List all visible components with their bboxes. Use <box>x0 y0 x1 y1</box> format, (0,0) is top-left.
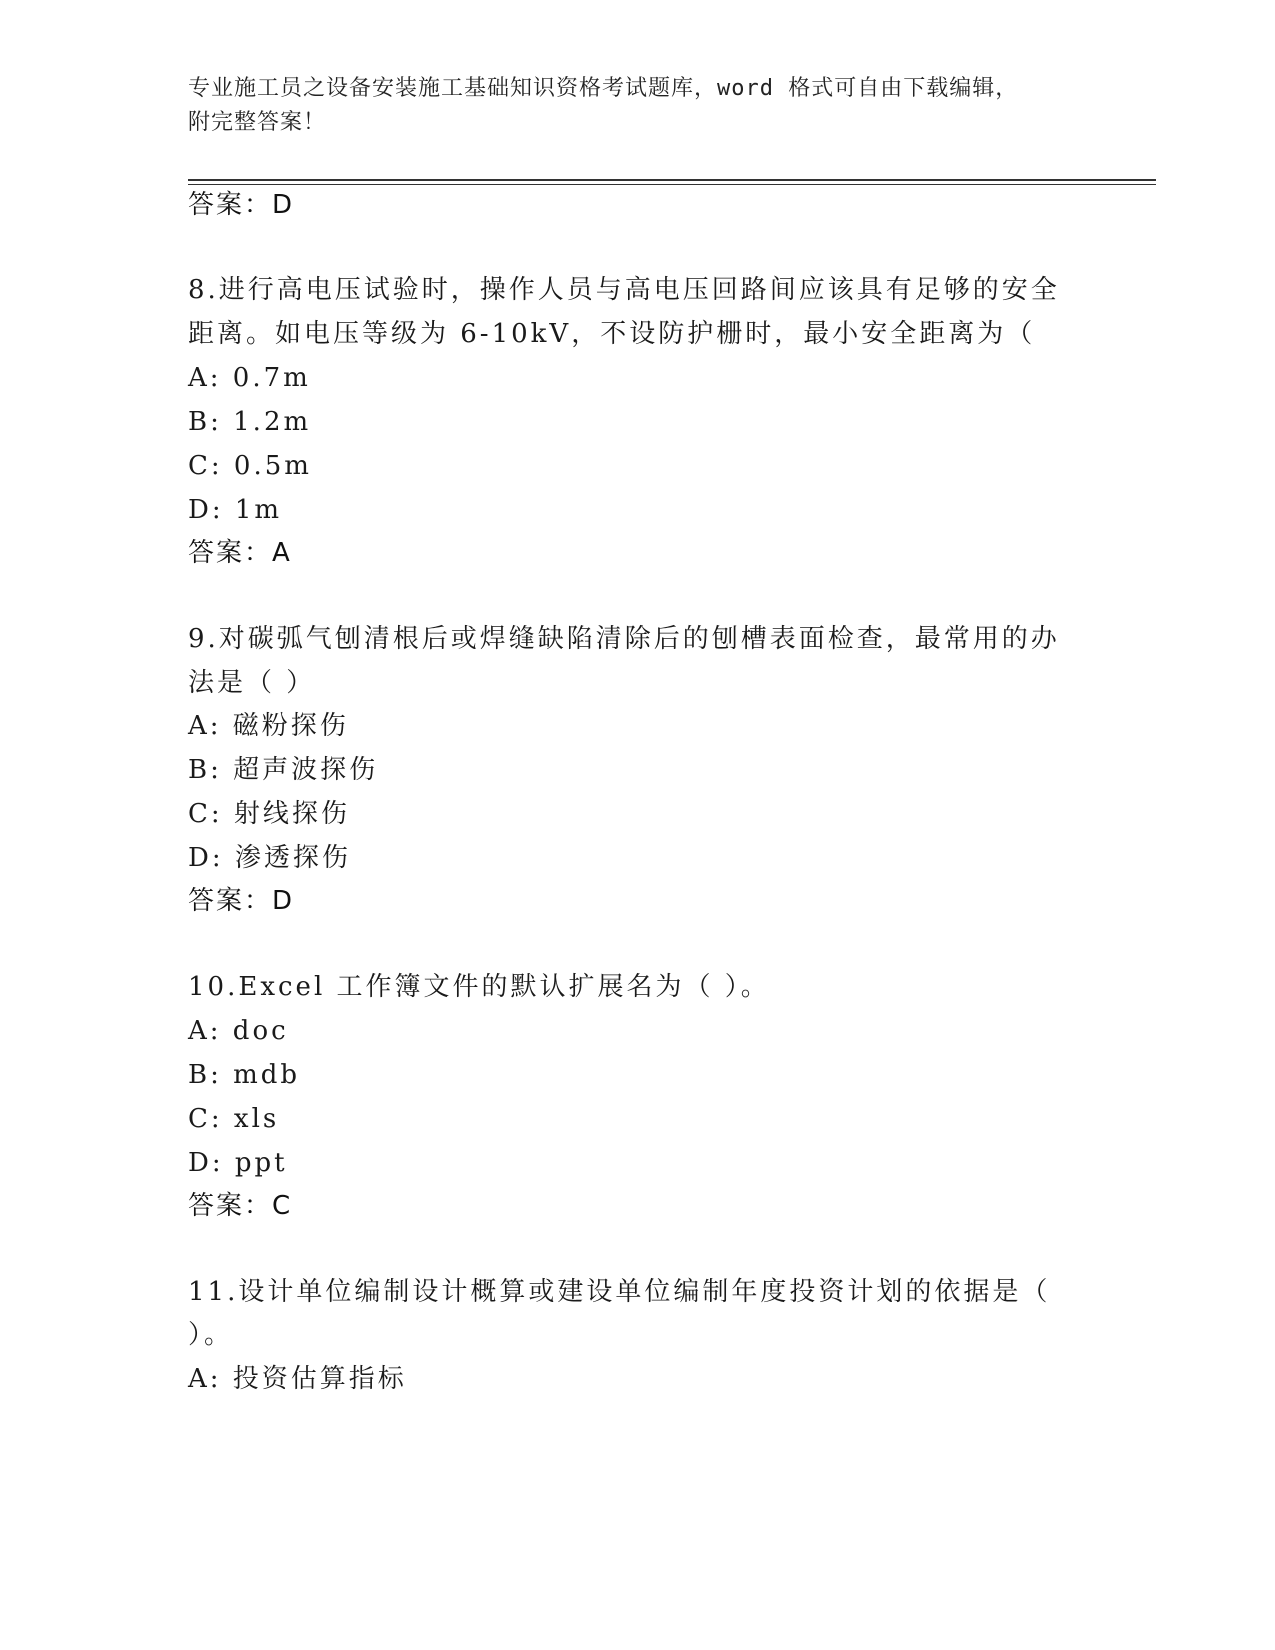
header-divider-thick <box>188 179 1156 181</box>
header-line-2: 附完整答案！ <box>188 110 327 135</box>
question-8-text-line-2: 距离。如电压等级为 6-10kV，不设防护栅时，最小安全距离为（ <box>188 319 1036 349</box>
header-line-1: 专业施工员之设备安装施工基础知识资格考试题库，word 格式可自由下载编辑， <box>188 76 1019 101</box>
question-10-option-d: D: ppt <box>188 1148 288 1178</box>
answer-q10: 答案：C <box>188 1191 293 1221</box>
question-11-option-a: A: 投资估算指标 <box>188 1364 407 1394</box>
question-9-option-a: A: 磁粉探伤 <box>188 711 349 741</box>
answer-q7: 答案：D <box>188 190 295 220</box>
question-8-option-a: A: 0.7m <box>188 363 311 393</box>
question-8-option-b: B: 1.2m <box>188 407 312 437</box>
question-10-option-b: B: mdb <box>188 1060 301 1090</box>
question-9-text-line-2: 法是（ ） <box>188 668 316 698</box>
question-10-option-a: A: doc <box>188 1016 289 1046</box>
document-header <box>188 72 1068 140</box>
question-9-option-d: D: 渗透探伤 <box>188 843 351 873</box>
question-9-option-c: C: 射线探伤 <box>188 799 350 829</box>
question-11-text-line-2: ）。 <box>188 1320 234 1350</box>
question-8-text-line-1: 8.进行高电压试验时，操作人员与高电压回路间应该具有足够的安全 <box>188 275 1060 305</box>
question-11-text-line-1: 11.设计单位编制设计概算或建设单位编制年度投资计划的依据是（ <box>188 1277 1051 1307</box>
question-10-text-line-1: 10.Excel 工作簿文件的默认扩展名为（ ）。 <box>188 972 770 1002</box>
question-10-option-c: C: xls <box>188 1104 280 1134</box>
question-8-option-d: D: 1m <box>188 495 283 525</box>
answer-q8: 答案：A <box>188 538 292 568</box>
answer-q9: 答案：D <box>188 886 295 916</box>
question-9-text-line-1: 9.对碳弧气刨清根后或焊缝缺陷清除后的刨槽表面检查，最常用的办 <box>188 624 1060 654</box>
question-9-option-b: B: 超声波探伤 <box>188 755 379 785</box>
header-divider-thin <box>188 184 1156 185</box>
question-8-option-c: C: 0.5m <box>188 451 312 481</box>
